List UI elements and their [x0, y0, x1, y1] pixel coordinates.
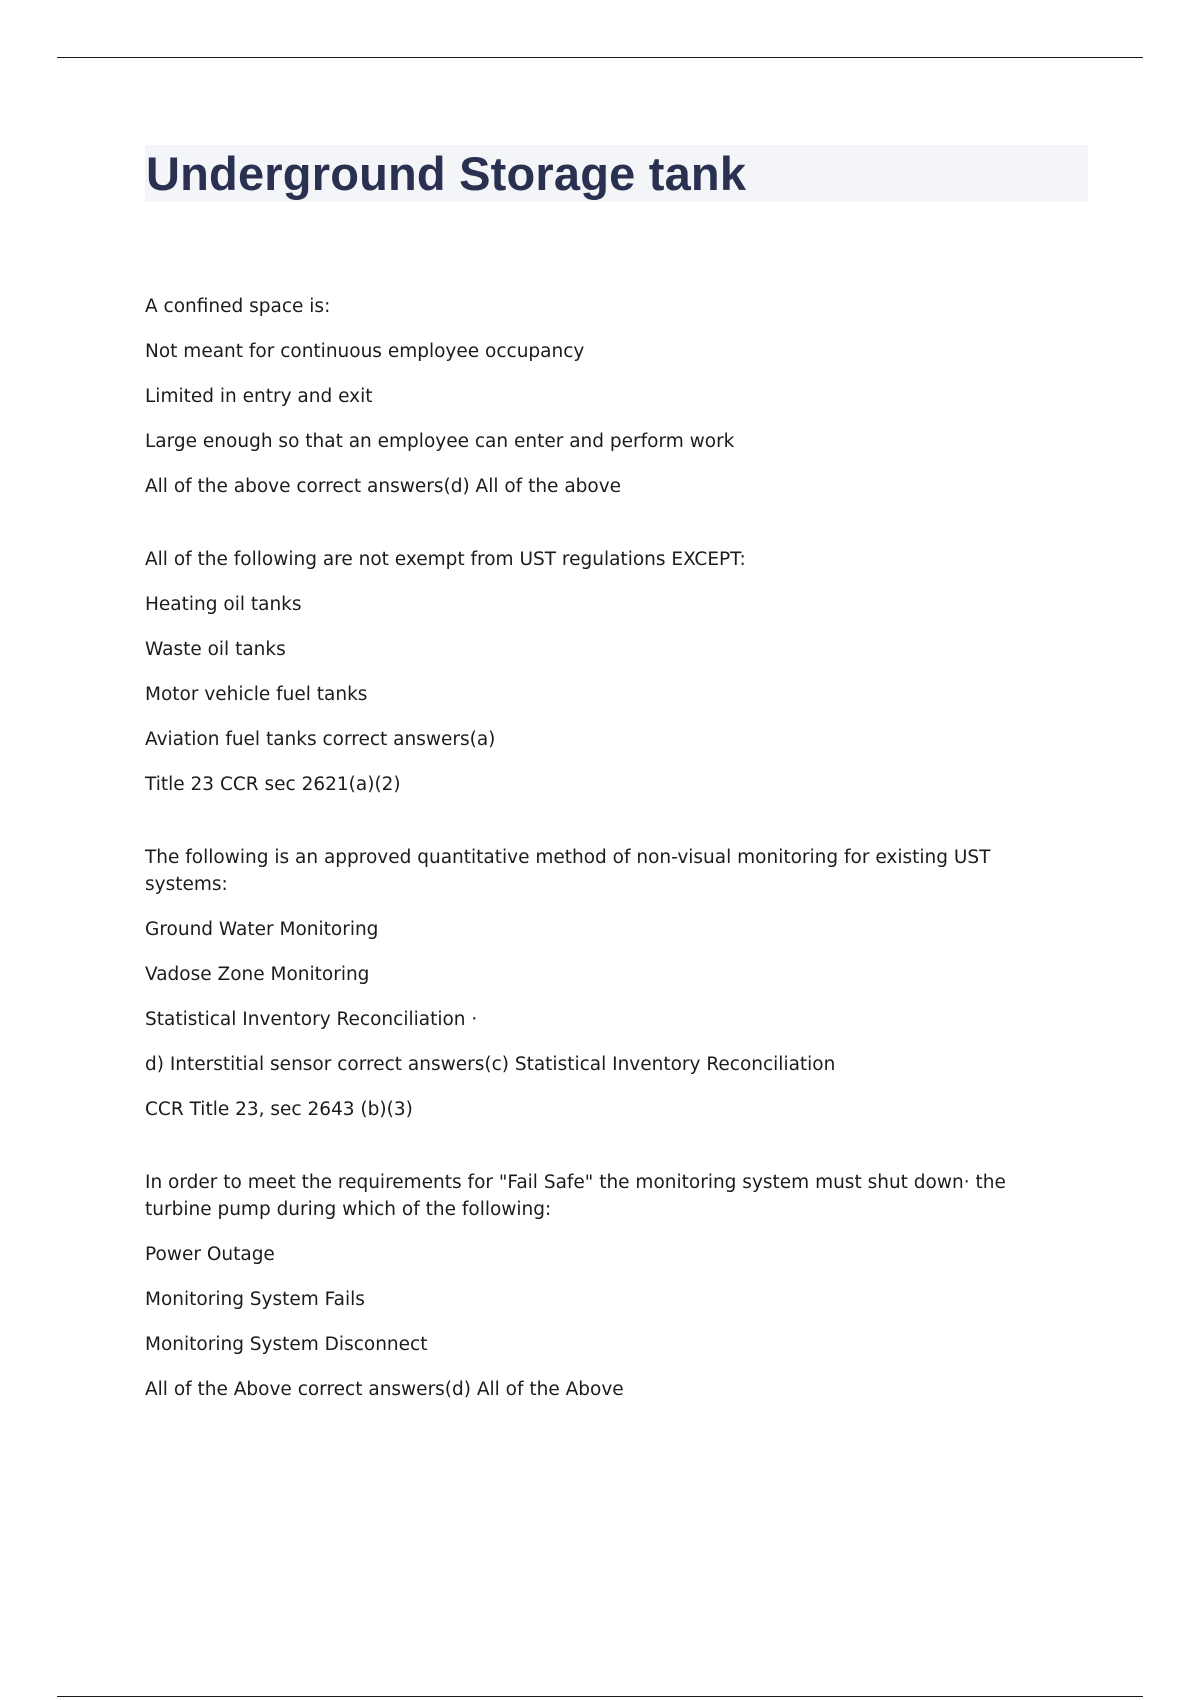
answer-option: Aviation fuel tanks correct answers(a): [145, 729, 496, 750]
answer-option: Large enough so that an employee can enter and perform work: [145, 431, 735, 452]
question-block: [145, 546, 1065, 798]
answer-option: Waste oil tanks: [145, 639, 286, 660]
answer-option: Limited in entry and exit: [145, 386, 373, 407]
question-block: [145, 1169, 1065, 1403]
answer-option: Motor vehicle fuel tanks: [145, 684, 368, 705]
question-text: All of the following are not exempt from UST regulations EXCEPT:: [145, 549, 746, 570]
question-text: The following is an approved quantitative method of non-visual monitoring for existing UST systems:: [145, 847, 991, 895]
question-list: [145, 293, 1065, 1449]
question-text: A confined space is:: [145, 296, 331, 317]
answer-option: Ground Water Monitoring: [145, 919, 379, 940]
question-text: In order to meet the requirements for "Fail Safe" the monitoring system must shut down· the turbine pump during which of the following:: [145, 1172, 1006, 1220]
answer-option: Heating oil tanks: [145, 594, 302, 615]
question-block: [145, 844, 1065, 1123]
answer-option: Statistical Inventory Reconciliation ·: [145, 1009, 478, 1030]
top-divider: [57, 57, 1143, 58]
document-title: Underground Storage tank: [146, 147, 747, 200]
reference-citation: Title 23 CCR sec 2621(a)(2): [145, 774, 401, 795]
answer-option: Not meant for continuous employee occupancy: [145, 341, 585, 362]
answer-option: Vadose Zone Monitoring: [145, 964, 370, 985]
answer-option: Monitoring System Disconnect: [145, 1334, 428, 1355]
answer-option: All of the above correct answers(d) All of the above: [145, 476, 622, 497]
bottom-divider: [57, 1696, 1143, 1697]
answer-option: Monitoring System Fails: [145, 1289, 365, 1310]
reference-citation: CCR Title 23, sec 2643 (b)(3): [145, 1099, 413, 1120]
answer-option: d) Interstitial sensor correct answers(c) Statistical Inventory Reconciliation: [145, 1054, 836, 1075]
question-block: [145, 293, 1065, 500]
answer-option: All of the Above correct answers(d) All of the Above: [145, 1379, 624, 1400]
answer-option: Power Outage: [145, 1244, 275, 1265]
